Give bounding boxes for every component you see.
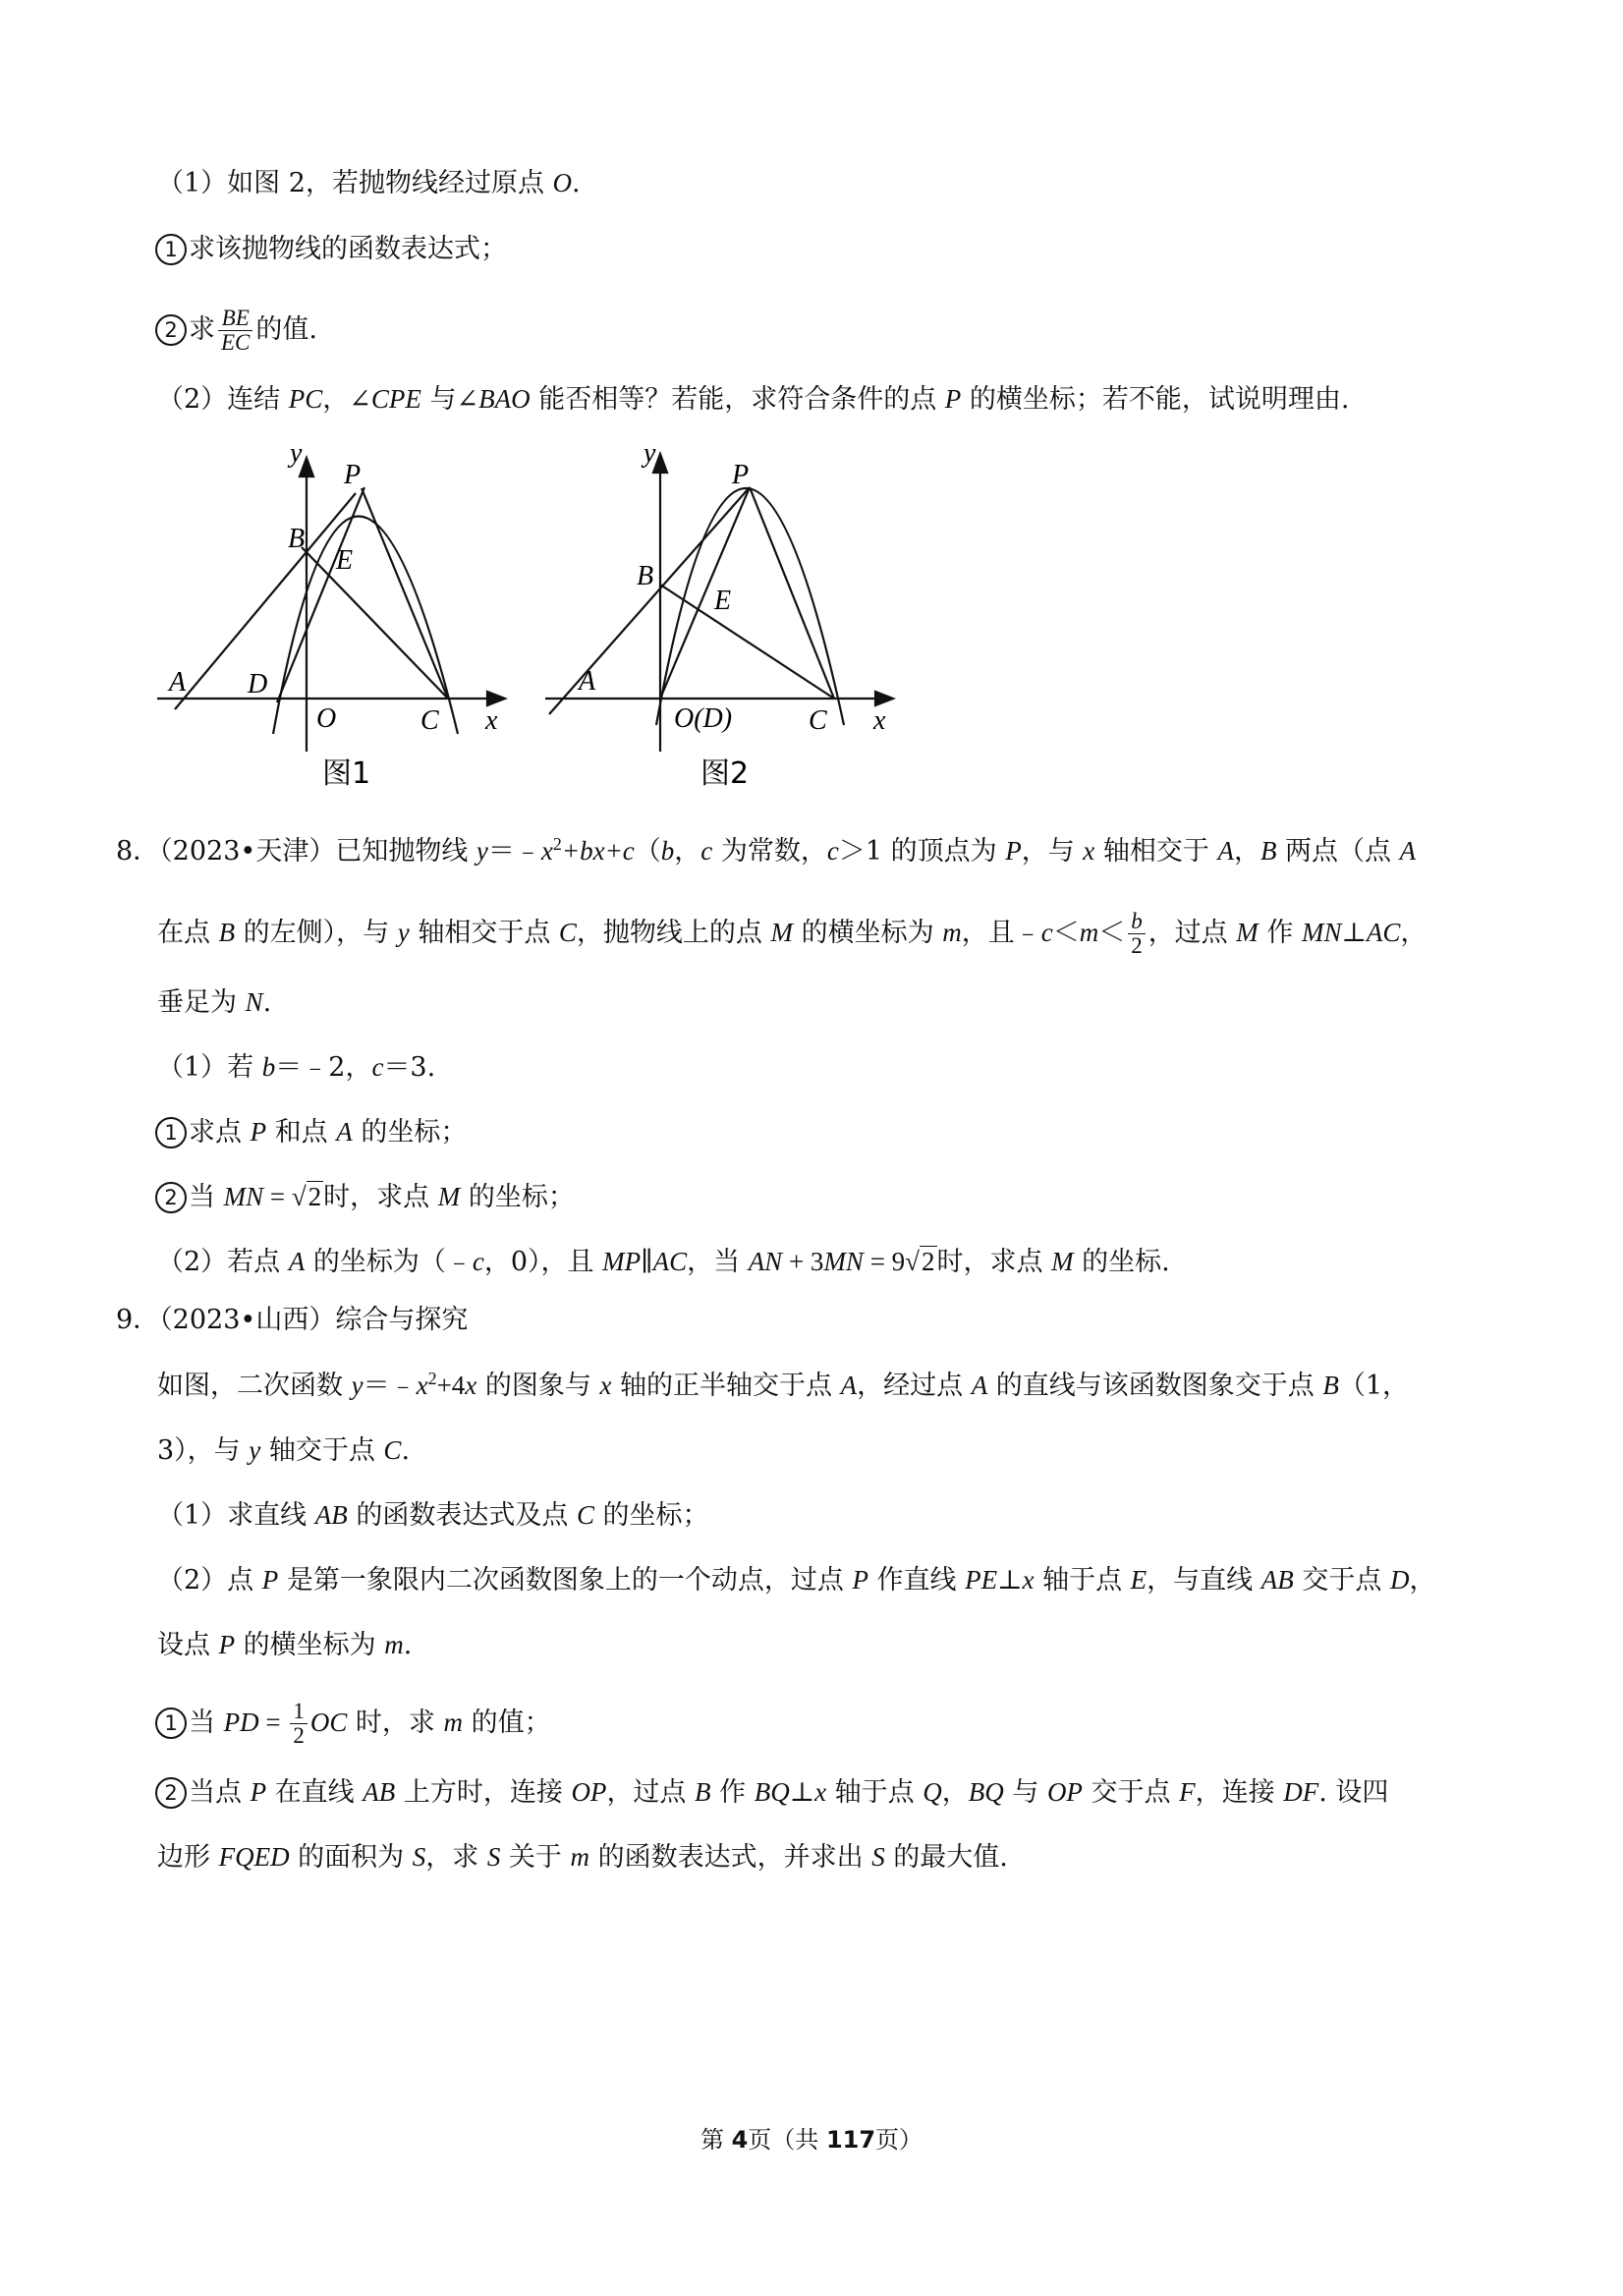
page-number: 4 (731, 2126, 749, 2154)
circled-number: 2 (155, 1777, 187, 1809)
q9-head: 9．（2023•山西）综合与探究 (116, 1305, 469, 1335)
q9-sub1: 1 当 PD = $\frac{1}{2}$ OC 时，求 m 的值； (155, 1700, 551, 1748)
q8-sub2: 2 当 MN = √2时，求点 M 的坐标； (155, 1179, 575, 1215)
q8-part2: （2）若点 A 的坐标为（﹣c，0），且 MP∥AC，当 AN + 3MN = 9√2时，求点 M 的坐标. (157, 1244, 1170, 1280)
square-root: √2 (905, 1247, 935, 1276)
label-x: x (873, 705, 886, 736)
label-A: A (169, 667, 187, 698)
q8-line3: 垂足为 N. (157, 987, 272, 1018)
q8-line2: 在点 B 的左侧），与 y 轴相交于点 C，抛物线上的点 M 的横坐标为 m，且﹣c＜m＜ $\frac{b}{2}$ ，过点 M 作 MN⊥AC， (157, 909, 1427, 958)
label-A: A (579, 666, 596, 697)
label-B: B (288, 524, 306, 554)
figure-1 (147, 432, 521, 806)
page-footer: 第 4页（共 117页） (700, 2126, 923, 2154)
q9-line2: 3），与 y 轴交于点 C. (157, 1435, 411, 1466)
label-B: B (637, 561, 654, 591)
figure-2-caption: 图2 (700, 756, 750, 791)
q9-part2-line2: 设点 P 的横坐标为 m. (157, 1630, 413, 1660)
label-y: y (644, 438, 656, 469)
q9-sub2: 2 当点 P 在直线 AB 上方时，连接 OP，过点 B 作 BQ⊥x 轴于点 Q，BQ 与 OP 交于点 F，连接 DF. 设四 (155, 1774, 1388, 1811)
label-OD: O(D) (674, 703, 733, 734)
q7-part1: （1）如图 2，若抛物线经过原点 O. (157, 168, 581, 198)
page-total: 117 (825, 2126, 876, 2154)
q8-line1: 8．（2023•天津）已知抛物线 $y=﹣x^2+bx+c(b$，c 为常数，c＞1 的顶点为 P，与 x 轴相交于 A，B 两点（点 A (116, 834, 1417, 867)
label-C: C (809, 705, 827, 736)
label-P: P (732, 460, 750, 490)
q7-part2: （2）连结 PC，∠CPE 与∠BAO 能否相等？若能，求符合条件的点 P 的横坐标；若不能，试说明理由. (157, 384, 1350, 415)
label-P: P (344, 460, 362, 490)
q9-part1: （1）求直线 AB 的函数表达式及点 C 的坐标； (157, 1500, 709, 1531)
q8-sub1: 1 求点 P 和点 A 的坐标； (155, 1114, 467, 1150)
q7-sub1: 1 求该抛物线的函数表达式； (155, 232, 507, 267)
circled-number: 1 (155, 234, 187, 265)
square-root: √2 (291, 1182, 322, 1211)
figure-1-caption: 图1 (322, 756, 371, 791)
label-O: O (316, 703, 337, 734)
label-C: C (420, 705, 439, 736)
q9-line1: 如图，二次函数 $y=﹣x^2+4x$ 的图象与 x 轴的正半轴交于点 A，经过点 A 的直线与该函数图象交于点 B（1， (157, 1369, 1410, 1401)
circled-number: 1 (155, 1117, 187, 1148)
q7-sub2: 2 求 $\frac{BE}{EC}$ 的值. (155, 307, 317, 355)
q9-sub2-line2: 边形 FQED 的面积为 S，求 S 关于 m 的函数表达式，并求出 S 的最大值. (157, 1842, 1008, 1873)
circled-number: 2 (155, 1182, 187, 1213)
label-D: D (248, 669, 268, 700)
label-E: E (336, 545, 354, 576)
figure-2 (535, 432, 909, 806)
q9-part2: （2）点 P 是第一象限内二次函数图象上的一个动点，过点 P 作直线 PE⊥x 轴于点 E，与直线 AB 交于点 D， (157, 1565, 1436, 1596)
q8-part1: （1）若 b＝﹣2，c＝3. (157, 1052, 436, 1083)
circled-number: 2 (155, 314, 187, 346)
fraction: $\frac{1}{2}$ (290, 1700, 308, 1748)
fraction: $\frac{BE}{EC}$ (218, 307, 252, 355)
label-E: E (714, 586, 732, 616)
fraction: $\frac{b}{2}$ (1128, 910, 1146, 958)
circled-number: 1 (155, 1708, 187, 1739)
label-x: x (485, 705, 498, 736)
label-y: y (290, 438, 303, 469)
